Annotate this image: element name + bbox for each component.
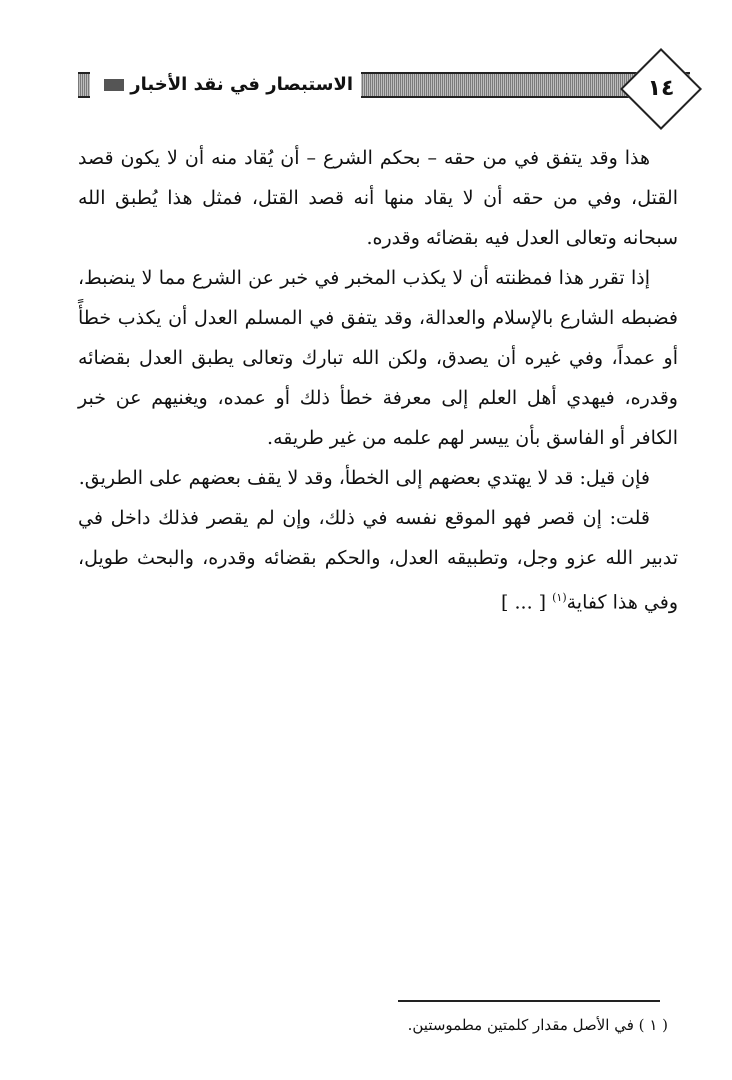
paragraph-1: هذا وقد يتفق في من حقه – بحكم الشرع – أن يُقاد منه أن لا يكون قصد القتل، وفي من حقه أن لا يقاد منها أنه قصد القتل، فمثل هذا يُطبق الله سبحانه وتعالى العدل فيه بقضائه وقدره. [78, 147, 678, 249]
omission-ellipsis: [ ... ] [501, 591, 547, 614]
main-text [78, 138, 678, 622]
paragraph-4-text: قلت: إن قصر فهو الموقع نفسه في ذلك، وإن لم يقصر فذلك داخل في تدبير الله عزو وجل، وتطبيقه العدل، والحكم بقضائه وقدره، والبحث طويل، وفي هذا كفاية [78, 507, 678, 614]
paragraph-2: إذا تقرر هذا فمظنته أن لا يكذب المخبر في خبر عن الشرع مما لا ينضبط، فضبطه الشارع بالإسلام والعدالة، وقد يتفق في المسلم العدل أن يكذب خطأً أو عمداً، وفي غيره أن يصدق، ولكن الله تبارك وتعالى يطبق العدل بقضائه وقدره، فيهدي أهل العلم إلى معرفة خطأ ذلك أو عمده، ويغنيهم عن خبر الكافر أو الفاسق بأن ييسر لهم علمه من غير طريقه. [78, 267, 678, 449]
header-ornament-icon [104, 79, 124, 91]
paragraph-4 [78, 498, 678, 622]
footnote-divider [398, 1000, 660, 1002]
running-title [90, 70, 361, 100]
footnote-marker: (١) [552, 591, 567, 604]
paragraph-3: فإن قيل: قد لا يهتدي بعضهم إلى الخطأ، وقد لا يقف بعضهم على الطريق. [78, 467, 650, 489]
page-number: ١٤ [647, 76, 675, 101]
footnote: ( ١ ) في الأصل مقدار كلمتين مطموستين. [407, 1016, 668, 1034]
running-title-text: الاستبصار في نقد الأخبار [130, 74, 354, 95]
page-header [78, 60, 690, 120]
